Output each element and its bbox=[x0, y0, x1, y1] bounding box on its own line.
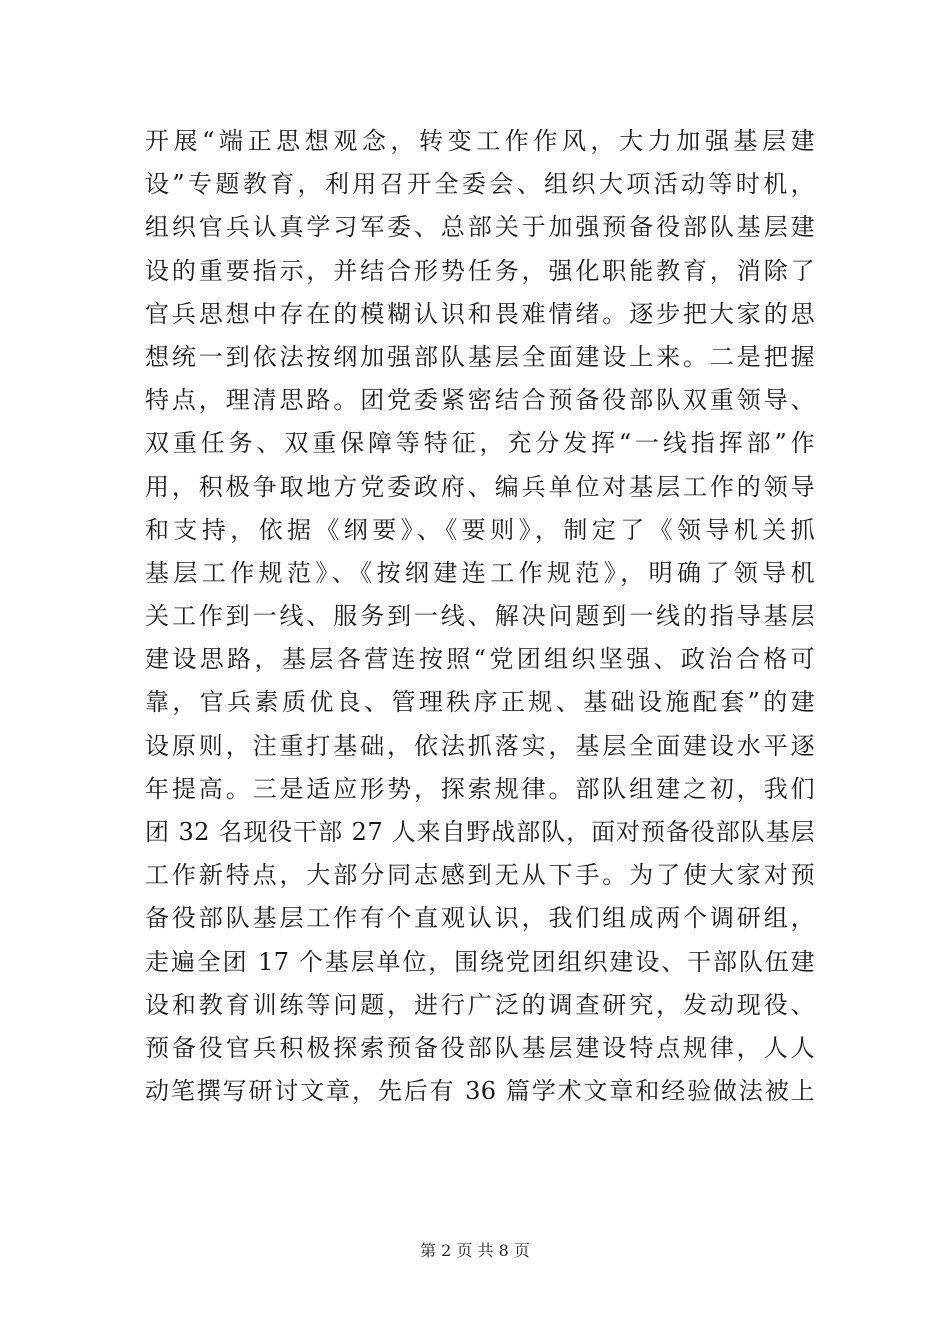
text-line: 官兵思想中存在的模糊认识和畏难情绪。逐步把大家的思 bbox=[145, 299, 815, 328]
text-line: 预备役官兵积极探索预备役部队基层建设特点规律，人人 bbox=[145, 1033, 815, 1062]
text-line: 动笔撰写研讨文章，先后有 36 篇学术文章和经验做法被上 bbox=[145, 1077, 815, 1106]
text-line: 设的重要指示，并结合形势任务，强化职能教育，消除了 bbox=[145, 256, 815, 285]
body-paragraph bbox=[145, 120, 815, 1113]
text-line: 基层工作规范》、《按纲建连工作规范》，明确了领导机 bbox=[145, 558, 815, 587]
text-line: 备役部队基层工作有个直观认识，我们组成两个调研组， bbox=[145, 904, 815, 933]
text-line: 设”专题教育，利用召开全委会、组织大项活动等时机， bbox=[145, 170, 815, 199]
text-line: 年提高。三是适应形势，探索规律。部队组建之初，我们 bbox=[145, 774, 815, 803]
text-line: 用，积极争取地方党委政府、编兵单位对基层工作的领导 bbox=[145, 472, 815, 501]
text-line: 双重任务、双重保障等特征，充分发挥“一线指挥部”作 bbox=[145, 429, 815, 458]
text-line: 特点，理清思路。团党委紧密结合预备役部队双重领导、 bbox=[145, 386, 815, 415]
text-line: 工作新特点，大部分同志感到无从下手。为了使大家对预 bbox=[145, 861, 815, 890]
page-footer bbox=[0, 1240, 950, 1262]
text-line: 建设思路，基层各营连按照“党团组织坚强、政治合格可 bbox=[145, 645, 815, 674]
text-line: 组织官兵认真学习军委、总部关于加强预备役部队基层建 bbox=[145, 213, 815, 242]
page-number-label: 第 2 页 共 8 页 bbox=[420, 1241, 530, 1260]
text-line: 设原则，注重打基础，依法抓落实，基层全面建设水平逐 bbox=[145, 731, 815, 760]
text-line: 关工作到一线、服务到一线、解决问题到一线的指导基层 bbox=[145, 602, 815, 631]
text-line: 开展“端正思想观念，转变工作作风，大力加强基层建 bbox=[145, 127, 815, 155]
text-line: 设和教育训练等问题，进行广泛的调查研究，发动现役、 bbox=[145, 990, 815, 1019]
text-line: 走遍全团 17 个基层单位，围绕党团组织建设、干部队伍建 bbox=[145, 947, 815, 976]
text-line: 想统一到依法按纲加强部队基层全面建设上来。二是把握 bbox=[145, 342, 815, 371]
text-line: 靠，官兵素质优良、管理秩序正规、基础设施配套”的建 bbox=[145, 688, 815, 717]
text-line: 和支持，依据《纲要》、《要则》，制定了《领导机关抓 bbox=[145, 515, 815, 544]
text-line: 团 32 名现役干部 27 人来自野战部队，面对预备役部队基层 bbox=[145, 818, 815, 846]
